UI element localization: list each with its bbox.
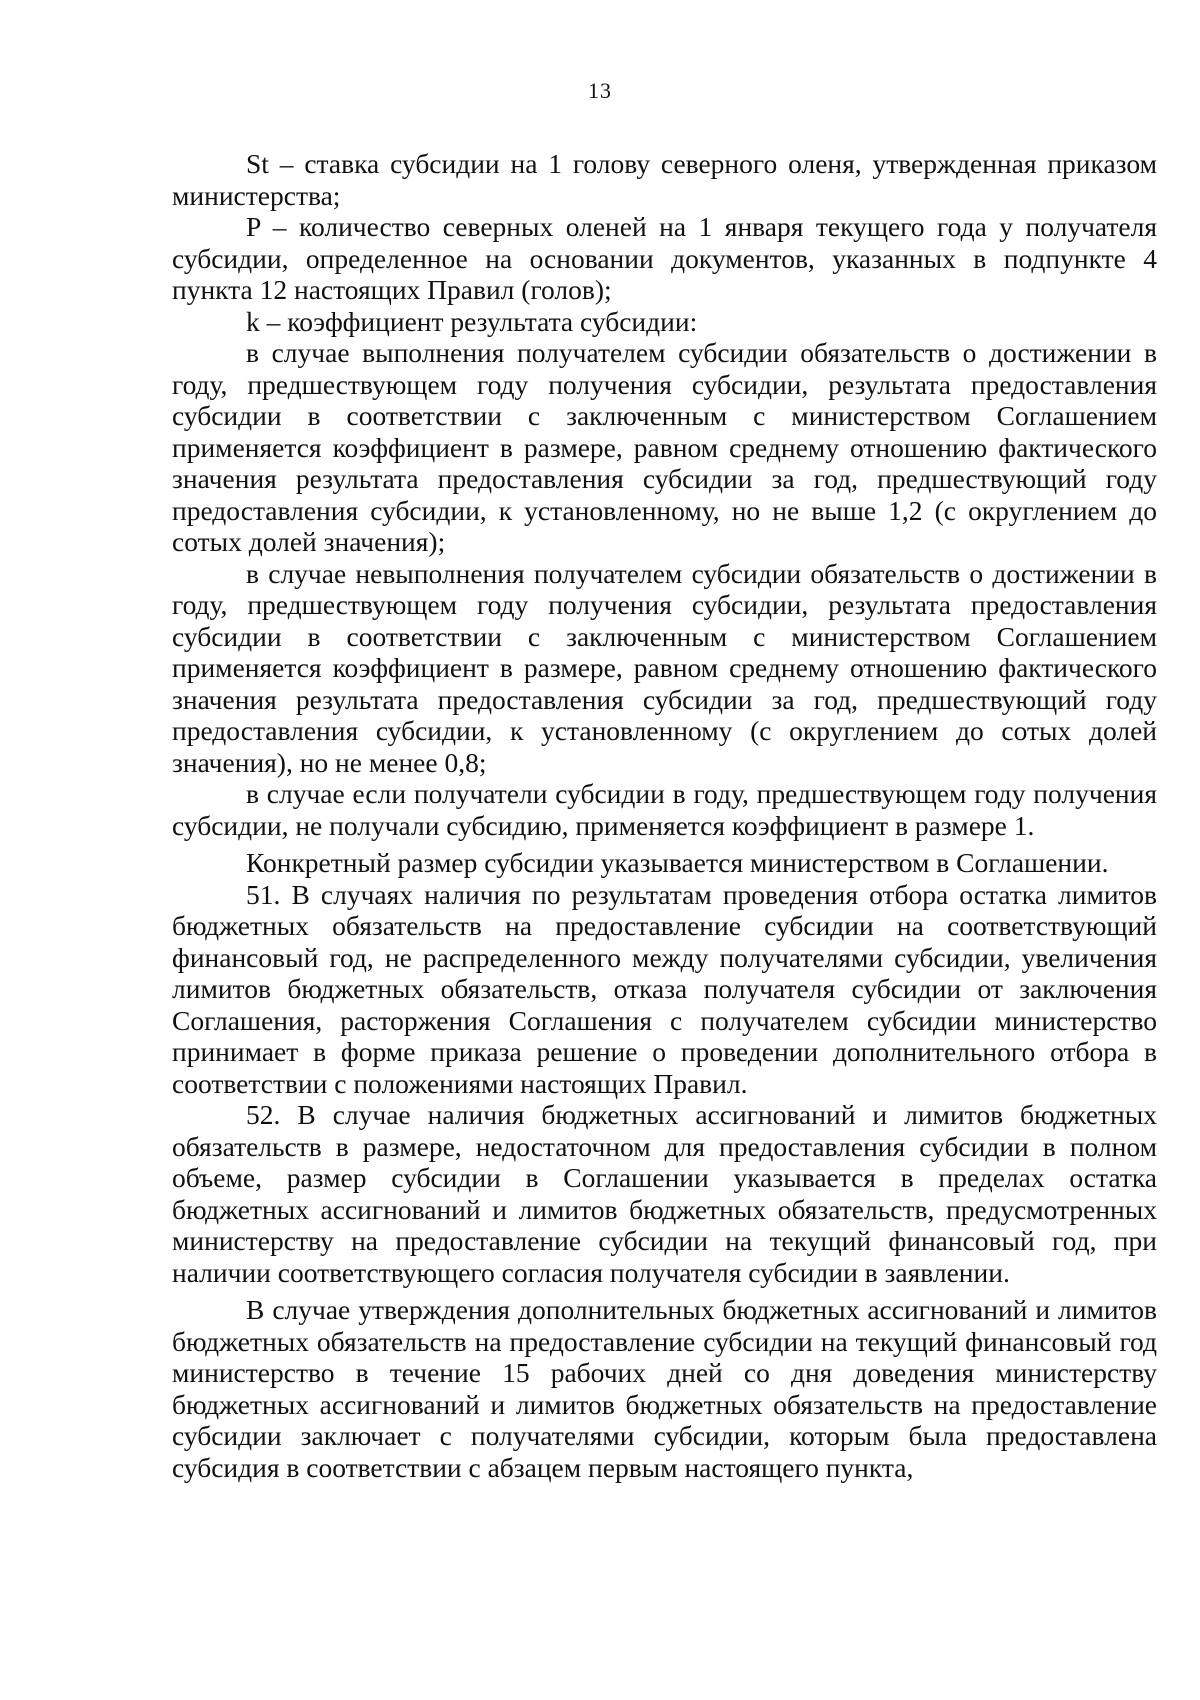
paragraph-p-count: P – количество северных оленей на 1 января текущего года у получателя субсидии, определенное на основании документов, указанных в подпункте 4 пункта 12 настоящих Правил (голов); [172,211,1157,305]
paragraph-51: 51. В случаях наличия по результатам проведения отбора остатка лимитов бюджетных обязательств на предоставление субсидии на соответствующий финансовый год, не распределенного между получателями субсидии, увеличения лимитов бюджетных обязательств, отказа получателя субсидии от заключения Соглашения, расторжения Соглашения с получателем субсидии министерство принимает в форме приказа решение о проведении дополнительного отбора в соответствии с положениями настоящих Правил. [172,878,1157,1099]
paragraph-52: 52. В случае наличия бюджетных ассигнований и лимитов бюджетных обязательств в размере, недостаточном для предоставления субсидии в полном объеме, размер субсидии в Соглашении указывается в пределах остатка бюджетных ассигнований и лимитов бюджетных обязательств, предусмотренных министерству на предоставление субсидии на текущий финансовый год, при наличии соответствующего согласия получателя субсидии в заявлении. [172,1099,1157,1288]
paragraph-k-coefficient: k – коэффициент результата субсидии: [246,305,698,337]
paragraph-no-prior-subsidy: в случае если получатели субсидии в году, предшествующем году получения субсидии, не получали субсидию, применяется коэффициент в размере 1. [172,778,1157,841]
page-number: 13 [588,78,612,103]
paragraph-specific-amount: Конкретный размер субсидии указывается министерством в Соглашении. [246,847,1109,878]
paragraph-fulfilled-case: в случае выполнения получателем субсидии обязательств о достижении в году, предшествующем году получения субсидии, результата предоставления субсидии в соответствии с заключенным с министерством Соглашением применяется коэффициент в размере, равном среднему отношению фактического значения результата предоставления субсидии за год, предшествующий году предоставления субсидии, к установленному, но не выше 1,2 (с округлением до сотых долей значения); [172,337,1157,557]
document-body [172,148,1157,1483]
paragraph-additional-allocations: В случае утверждения дополнительных бюджетных ассигнований и лимитов бюджетных обязательств на предоставление субсидии на текущий финансовый год министерство в течение 15 рабочих дней со дня доведения министерству бюджетных ассигнований и лимитов бюджетных обязательств на предоставление субсидии заключает с получателями субсидии, которым была предоставлена субсидия в соответствии с абзацем первым настоящего пункта, [172,1294,1157,1483]
paragraph-st-rate: St – ставка субсидии на 1 голову северного оленя, утвержденная приказом министерства; [172,148,1157,211]
paragraph-unfulfilled-case: в случае невыполнения получателем субсидии обязательств о достижении в году, предшествующем году получения субсидии, результата предоставления субсидии в соответствии с заключенным с министерством Соглашением применяется коэффициент в размере, равном среднему отношению фактического значения результата предоставления субсидии за год, предшествующий году предоставления субсидии, к установленному (с округлением до сотых долей значения), но не менее 0,8; [172,557,1157,778]
